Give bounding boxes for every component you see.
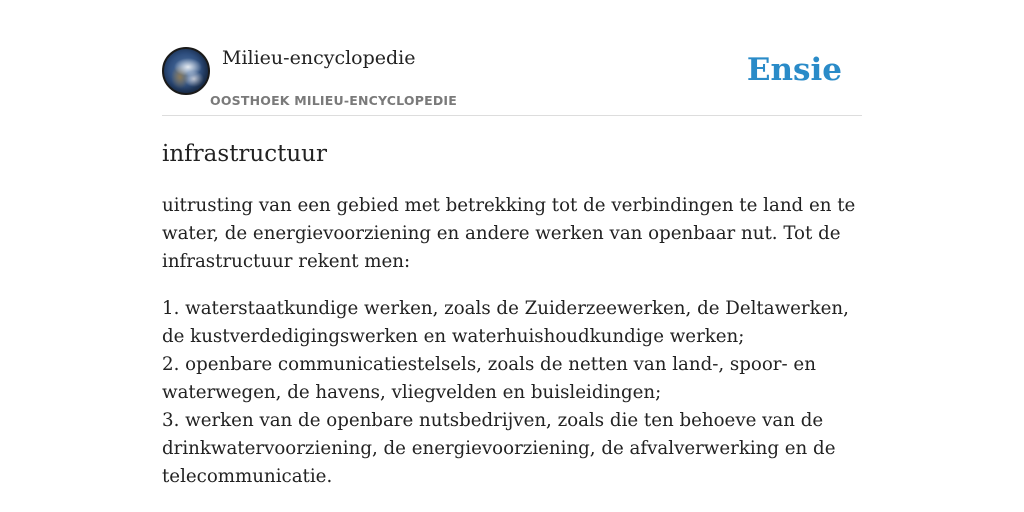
list-item: 2. openbare communicatiestelsels, zoals de netten van land-, spoor- en waterwegen, de havens, vliegvelden en buisleidingen; [162, 354, 816, 403]
definition-intro: uitrusting van een gebied met betrekking tot de verbindingen te land en te water, de energievoorziening en andere werken van openbaar nut. Tot de infrastructuur rekent men: [162, 195, 856, 272]
header [162, 0, 862, 116]
definition [162, 192, 862, 491]
brand-logo-link[interactable]: Ensie [746, 52, 842, 88]
list-item: 3. werken van de openbare nutsbedrijven, zoals die ten behoeve van de drinkwatervoorziening, de energievoorziening, de afvalverwerking en de telecommunicatie. [162, 410, 836, 487]
list-item: 1. waterstaatkundige werken, zoals de Zuiderzeewerken, de Deltawerken, de kustverdedigingswerken en waterhuishoudkundige werken; [162, 298, 849, 347]
definition-list [162, 295, 862, 491]
page-title: infrastructuur [162, 141, 327, 167]
earth-globe-icon[interactable] [162, 47, 210, 95]
site-subtitle: OOSTHOEK MILIEU-ENCYCLOPEDIE [210, 93, 457, 108]
page [162, 0, 862, 487]
site-name[interactable]: Milieu-encyclopedie [222, 47, 416, 69]
